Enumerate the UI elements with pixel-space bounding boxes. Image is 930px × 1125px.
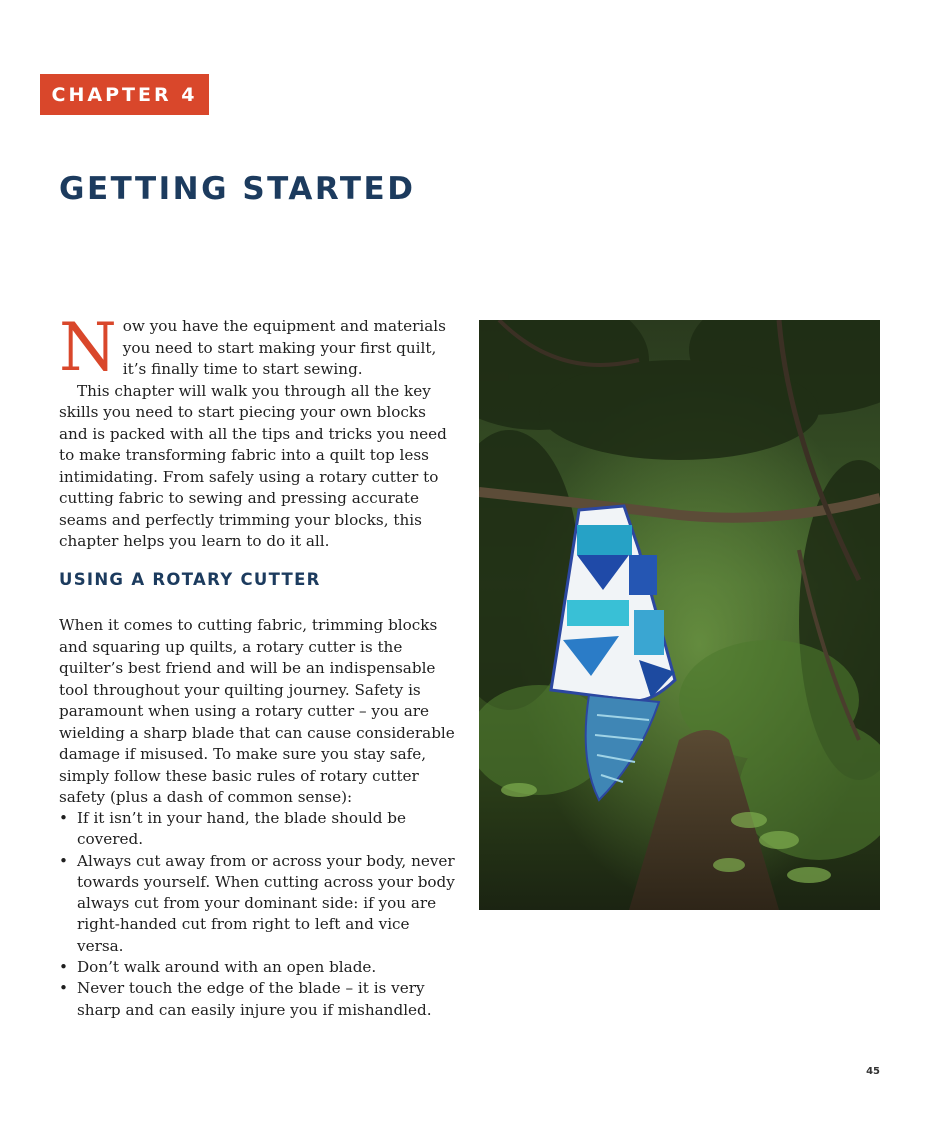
drop-cap: N [59, 309, 117, 386]
list-item-text: Don’t walk around with an open blade. [77, 958, 377, 977]
intro-paragraph-2: This chapter will walk you through all the key skills you need to start piecing your own blocks and is packed with all the tips and tricks you need to make transforming fabric into a quilt top less intimidating. From safely using a rotary cutter to cutting fabric to sewing and pressing accurate seams and perfectly trimming your blocks, this chapter helps you learn to do it all. [59, 381, 447, 550]
list-item [59, 957, 459, 978]
section-heading: USING A ROTARY CUTTER [59, 570, 321, 589]
bullet: • [59, 809, 68, 827]
quilt-photo-illustration [479, 320, 880, 910]
bullet: • [59, 958, 68, 977]
list-item [59, 808, 459, 851]
page-number: 45 [866, 1066, 880, 1077]
list-item-text: Never touch the edge of the blade – it is very sharp and can easily injure you if mishandled. [77, 979, 432, 1019]
bullet: • [59, 979, 68, 998]
bullet: • [59, 851, 68, 870]
intro-text [59, 309, 459, 553]
list-item-text: Always cut away from or across your body, never towards yourself. When cutting across your body always cut from your dominant side: if you are right-handed cut from right to left and vice versa. [77, 851, 455, 955]
intro-paragraph-1-text: ow you have the equipment and materials you need to start making your first quilt, it’s finally time to start sewing. [122, 317, 446, 378]
page-title: GETTING STARTED [59, 171, 416, 207]
intro-paragraph-1 [59, 309, 459, 386]
chapter-label: CHAPTER 4 [40, 74, 209, 115]
list-item-text: If it isn’t in your hand, the blade should be covered. [77, 809, 406, 849]
safety-rules-list [59, 808, 459, 1021]
list-item [59, 978, 459, 1021]
section-body: When it comes to cutting fabric, trimming blocks and squaring up quilts, a rotary cutter is the quilter’s best friend and will be an indispensable tool throughout your quilting journey. Safety is paramount when using a rotary cutter – you are wielding a sharp blade that can cause considerable damage if misused. To make sure you stay safe, simply follow these basic rules of rotary cutter safety (plus a dash of common sense): [59, 616, 455, 806]
list-item [59, 851, 459, 957]
quilt-photo [479, 320, 880, 910]
